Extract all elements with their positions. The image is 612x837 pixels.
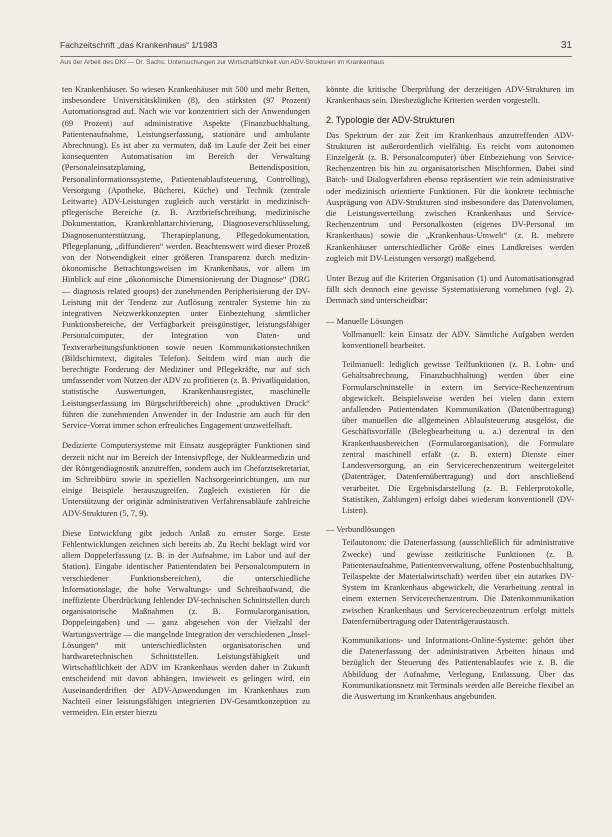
list-item: Vollmanuell: kein Einsatz der ADV. Sämtliche Aufgaben werden konventionell bearbeitet. xyxy=(342,329,574,351)
list-heading-manual: — Manuelle Lösungen xyxy=(326,316,404,326)
paragraph: Dedizierte Computersysteme mit Einsatz ausgeprägter Funktionen sind derzeit nicht nur im Bereich der Intensivpflege, der Nuklearmedizin und der Röntgendiagnostik anzutreffen, sondern auch im Chefarztsekretariat, im Schreibbüro sowie in speziellen Nachsorgeeinrichtungen, um nur einige Beispiele herauszugreifen. Zugleich existieren für die Unterstützung der originär administrativen Verfahrensabläufe zahlreiche ADV-Strukturen (5, 7, 9). xyxy=(62,441,310,518)
right-column xyxy=(326,84,574,832)
running-header xyxy=(60,40,572,54)
paragraph: ten Krankenhäuser. So wiesen Krankenhäuser mit 500 und mehr Betten, insbesondere Universitätskliniken (8), den stärksten (97 Prozent) Automationsgrad auf. Nach wie vor konzentriert sich der Anwendungen (69 Prozent) auf administrative Aspekte (Finanzbuchhaltung, Patientenaufnahme, Leistungserfassung, stationäre und ambulante Abrechnung). Es ist aber zu vermuten, daß im Laufe der Zeit bei einer konsequenten Automatisation im Bereich der Verwaltung (Personaleinsatzplanung, Bettendisposition, Personalinformationssysteme, Patientenablaufsteuerung, Controlling), Versorgung (Apotheke, Bücherei, Küche) und Technik (zentrale Leitwarte) ADV-Leistungen zugleich auch verstärkt in medizinisch-pflegerische Bereiche (z. B. Arztbriefschreibung, medizinische Dokumentation, Krankenblattarchivierung, Diagnoseverschlüsselung, Diagnosenunterstützung, Therapieplanung, Pflegedokumentation, Pflegeplanung, „diffundieren“ werden. Beachtenswert wird dieser Prozeß von der Notwendigkeit einer größeren Transparenz durch medizin-ökonomische Betrachtungsweisen im Krankenhaus, vor allem im Hinblick auf eine „ökonomische Dimensionierung der Diagnose“ (DRG — diagnosis related groups) der zunehmenden Peripherisierung der DV-Leistung mit der Tendenz zur Auflösung zentraler Systeme hin zu integrativen Netzwerkkonzepten unter Einbeziehung sämtlicher Funktionsbereiche, der Verfügbarkeit preisgünstiger, leistungsfähiger Personalcomputer, der Integration von Daten- und Textverarbeitungsfunktionen sowie neuen Kommunikationstechniken (Bildschirmtext, digitales Telefon). Seitdem wird man auch die berechtigte Forderung der Mediziner und Pflegekräfte, nur auf sich umfassender vom Nutzen der ADV zu profitieren (z. B. Privatliquidation, statistische Auswertungen, Krankenhausregister, maschinelle Leistungserfassung im Bürgschriftbereich) ohne „produktiven Druck“ führen die zunehmenden Anwender in der Industrie am auch für den Service-Vorrat immer schon erfreuliches Engagement unzweifelhaft. xyxy=(62,85,310,431)
paragraph: Das Spektrum der zur Zeit im Krankenhaus anzutreffenden ADV-Strukturen ist außerordentlich vielfältig. Es reicht vom autonomen Einzelgerät (z. B. Personalcomputer) über Einbeziehung von Service-Rechenzentren bis hin zu organisatorischen Mischformen. Dabei sind Batch- und Dialogverfahren ebenso repräsentiert wie rein administrative oder medizinisch orientierte Funktionen. Für die konkrete technische Ausprägung von ADV-Strukturen sind insbesondere das Datenvolumen, die Leistungsverteilung zwischen Krankenhaus und Service-Rechenzentrum und Personalkosten (eigenes DV-Personal im Krankenhaus) sowie die „Krankenhaus-Umwelt“ (z. B. mehrere Krankenhäuser unterschiedlicher Größe eines Landkreises werden zugleich mit DV-Leistungen versorgt) maßgebend. xyxy=(326,130,574,263)
section-heading: 2. Typologie der ADV-Strukturen xyxy=(326,115,455,126)
list-item: Teilautonom: die Datenerfassung (ausschließlich für administrative Zwecke) und gewisse zeitkritische Funktionen (z. B. Patientenaufnahme, Patientenverwaltung, offene Postenbuchhaltung, Teilaspekte der Materialwirtschaft) werden über ein autarkes DV-System im Krankenhaus abgewickelt, die Verarbeitung zentral in einem externen Servicerechenzentrum. Die Datenkommunikation zwischen Krankenhaus und Servicerechenzentrum erfolgt mittels Datenfernübertragung oder Datenträgeraustausch. xyxy=(342,538,574,626)
journal-title: Fachzeitschrift „das Krankenhaus“ 1/1983 xyxy=(60,40,218,50)
paragraph-continuation: hierzu xyxy=(135,707,157,717)
list-item: Kommunikations- und Informations-Online-Systeme: gehört über die Datenerfassung der administrativen Arbeiten hinaus und bezüglich der Steuerung des Patientenablaufes wie z. B. die Abbildung der Aufnahme, Verlegung, Entlassung. Über das Kommunikationsnetz mit Terminals werden alle Bereiche flexibel an die Auswertung im Krankenhaus angebunden. xyxy=(342,635,574,701)
page-number: 31 xyxy=(560,40,572,51)
list-item: Teilmanuell: lediglich gewisse Teilfunktionen (z. B. Lohn- und Gehaltsabrechnung, Finanzbuchhaltung) werden über eine Formularschnittstelle in extern im Service-Rechenzentrum abgewickelt. Beispielsweise werden bei vielen dann extern anfallenden Patientendaten Kommunikation (Datenübertragung) über manuellen die allgemeinen Ablaufsteuerung ausgelöst, die Geschäftsvorfälle (Belegbearbeitung u. a.) dezentral in den Krankenhausbereichen (Formularorganisation), die Formulare zentral maschinell erfaßt (z. B. extern) Dienste einer Landesversorgung, an ein Servicerechenzentrum weitergeleitet (Datenträger, Datenfernübertragung) und dort anschließend verarbeitet. Die Ergebnisdarstellung (z. B. Fehlerprotokolle, Statistiken, Zahlungen) erfolgt dabei wiederum konventionell (DV-Listen). xyxy=(342,360,574,515)
list-heading-verbund: — Verbundlösungen xyxy=(326,525,395,535)
paragraph: Unter Bezug auf die Kriterien Organisation (1) und Automatisationsgrad fällt sich dennoch eine gewisse Systematisierung vornehmen (vgl. 2). Demnach sind unterscheidbar: xyxy=(326,274,574,306)
paragraph: könnte die kritische Überprüfung der derzeitigen ADV-Strukturen im Krankenhaus sein. Diesbezügliche Kriterien werden vorgestellt. xyxy=(326,85,574,106)
paragraph xyxy=(62,528,310,718)
paragraph-text: Diese Entwicklung gibt jedoch Anlaß zu ernster Sorge. Erste Fehlentwicklungen zeichnen sich bereits ab. Zu Recht beklagt wird vor allem Doppelerfassung (z. B. in der Aufnahme, im Labor und auf der Station). Eingabe identischer Patientendaten bei Personalcomputern in verschiedener Funktionsbereichen), die unterschiedliche Informationslage, die hohe Verwaltungs- und Schreibaufwand, die ineffiziente Überdrückung fehlender DV-technischen Schnittstellen durch organisatorische Maßnahmen (z. B. Formularorganisation, Doppeleingaben) und — ganz abgesehen von der Vielzahl der Wartungsverträge — die mangelnde Integration der verschiedenen „Insel-Lösungen“ mit unterschiedlichsten organisatorischen und hardwaretechnischen Schnittstellen. Leistungsfähigkeit und Wirtschaftlichkeit der ADV im Krankenhaus werden daher in Zukunft entscheidend mit davon abhängen, inwieweit es gelingen wird, ein Auseinanderdriften der ADV-Anwendungen im Krankenhaus zum Nachteil einer leistungsfähigen integrierten DV-Gesamtkonzeption zu vermeiden. Ein erster xyxy=(62,528,310,717)
left-column xyxy=(62,84,310,832)
section-subheader: Aus der Arbeit des DKI — Dr. Sachs: Untersuchungen zur Wirtschaftlichkeit von ADV-Strukturen im Krankenhaus xyxy=(60,56,572,71)
